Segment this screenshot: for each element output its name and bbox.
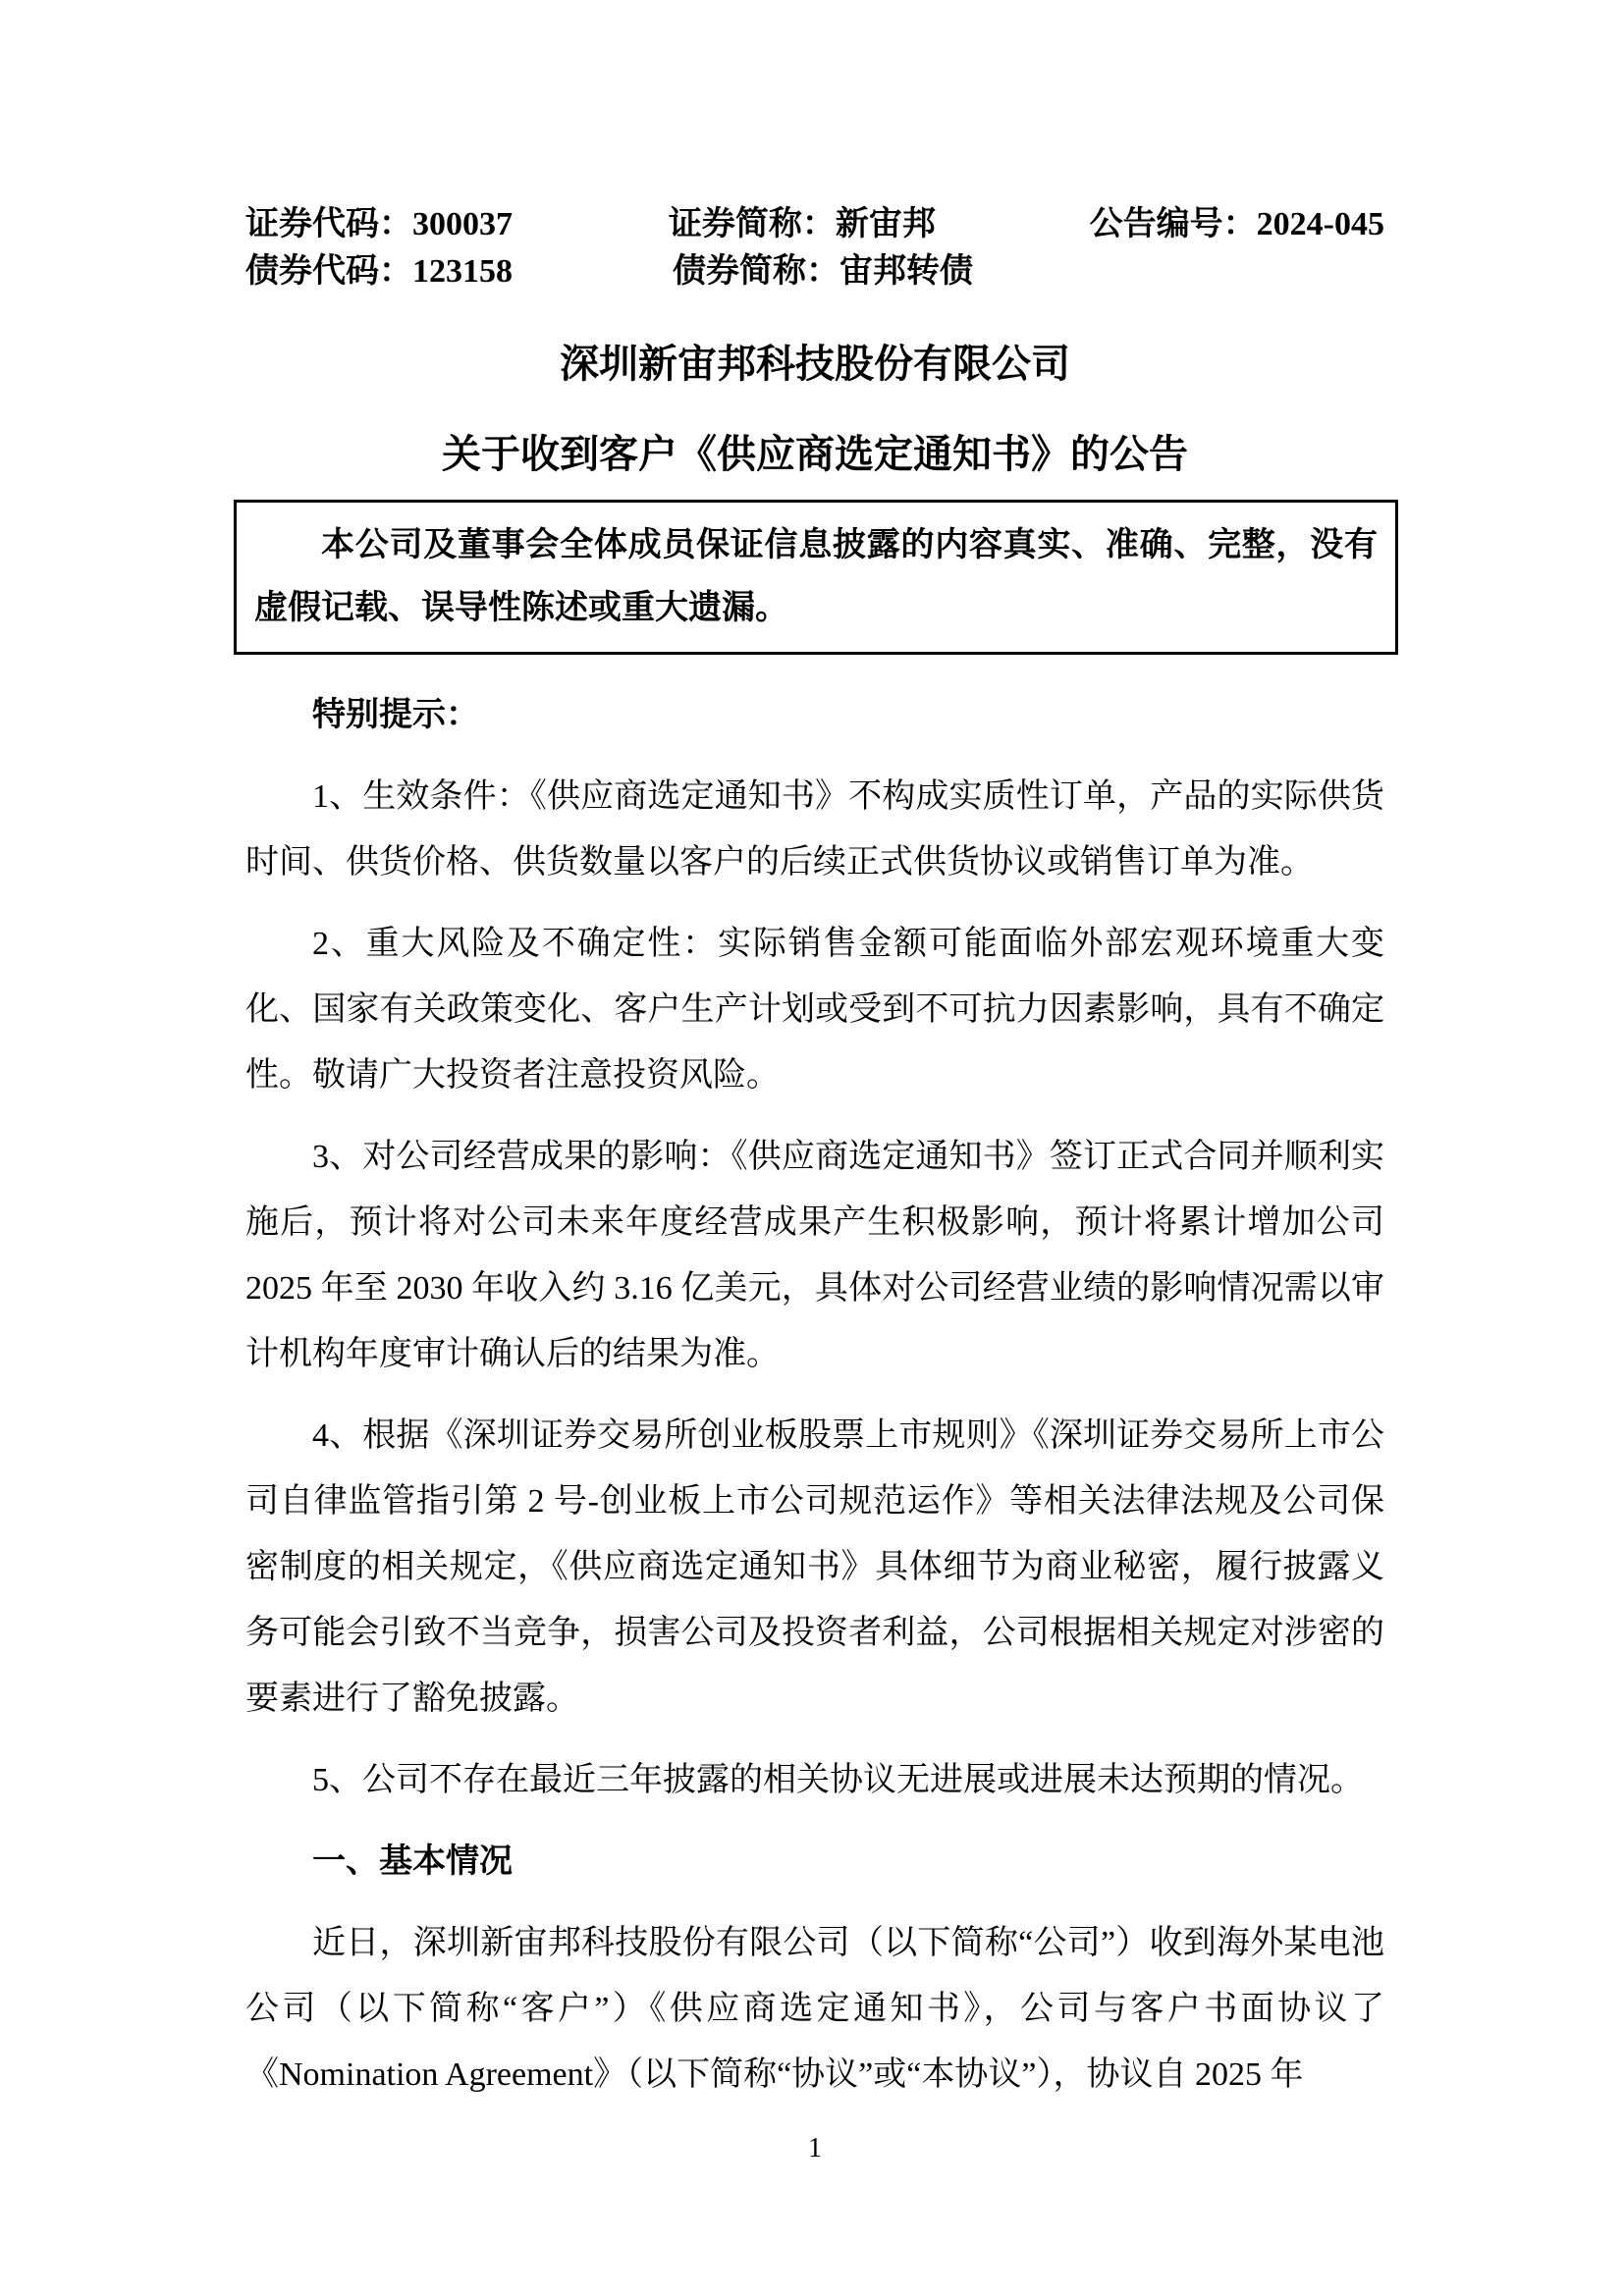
securities-abbreviation [669, 201, 1090, 248]
securities-abbreviation-value: 新宙邦 [835, 206, 936, 242]
notice-paragraph-4: 4、根据《深圳证券交易所创业板股票上市规则》《深圳证券交易所上市公司自律监管指引第 2 号-创业板上市公司规范运作》等相关法律法规及公司保密制度的相关规定，《供应商选定通知书》具体细节为商业秘密，履行披露义务可能会引致不当竞争，损害公司及投资者利益，公司根据相关规定对涉密的要素进行了豁免披露。 [245, 1417, 1384, 1717]
bond-abbreviation-label: 债券简称： [673, 253, 839, 290]
disclaimer-box [234, 500, 1398, 655]
bond-code-value: 123158 [412, 253, 513, 290]
announcement-subtitle: 关于收到客户《供应商选定通知书》的公告 [442, 432, 1188, 476]
section-heading-basic-info: 一、基本情况 [312, 1843, 513, 1880]
bond-code-label: 债券代码： [245, 253, 412, 290]
securities-abbreviation-label: 证券简称： [668, 206, 836, 242]
securities-code-value: 300037 [412, 206, 513, 242]
header-empty-cell [1098, 248, 1384, 295]
securities-code-label: 证券代码： [245, 206, 412, 242]
disclaimer-text: 本公司及董事会全体成员保证信息披露的内容真实、准确、完整，没有虚假记载、误导性陈述或重大遗漏。 [254, 527, 1378, 626]
document-header [245, 201, 1384, 295]
special-notice-label: 特别提示： [312, 697, 479, 733]
notice-paragraph-5: 5、公司不存在最近三年披露的相关协议无进展或进展未达预期的情况。 [312, 1762, 1364, 1798]
bond-abbreviation-value: 宙邦转债 [839, 253, 973, 290]
header-row-securities [245, 201, 1384, 248]
notice-paragraph-2: 2、重大风险及不确定性：实际销售金额可能面临外部宏观环境重大变化、国家有关政策变化、客户生产计划或受到不可抗力因素影响，具有不确定性。敬请广大投资者注意投资风险。 [245, 926, 1384, 1094]
securities-code [245, 201, 669, 248]
bond-abbreviation [673, 248, 1098, 295]
notice-paragraph-3: 3、对公司经营成果的影响：《供应商选定通知书》签订正式合同并顺利实施后，预计将对公司未来年度经营成果产生积极影响，预计将累计增加公司 2025 年至 2030 年收入约 3.16 亿美元，具体对公司经营业绩的影响情况需以审计机构年度审计确认后的结果为准。 [245, 1139, 1384, 1372]
header-row-bond [245, 248, 1384, 295]
announcement-number-value: 2024-045 [1256, 206, 1384, 242]
announcement-number-label: 公告编号： [1089, 206, 1257, 242]
page-number: 1 [808, 2133, 822, 2163]
announcement-number [1090, 201, 1384, 248]
notice-paragraph-1: 1、生效条件：《供应商选定通知书》不构成实质性订单，产品的实际供货时间、供货价格、供货数量以客户的后续正式供货协议或销售订单为准。 [245, 778, 1384, 881]
bond-code [245, 248, 673, 295]
company-title: 深圳新宙邦科技股份有限公司 [560, 342, 1070, 386]
basic-info-paragraph: 近日，深圳新宙邦科技股份有限公司（以下简称“公司”）收到海外某电池公司（以下简称“客户”）《供应商选定通知书》，公司与客户书面协议了《Nomination Agreement》（以下简称“协议”或“本协议”），协议自 2025 年 [245, 1925, 1384, 2093]
